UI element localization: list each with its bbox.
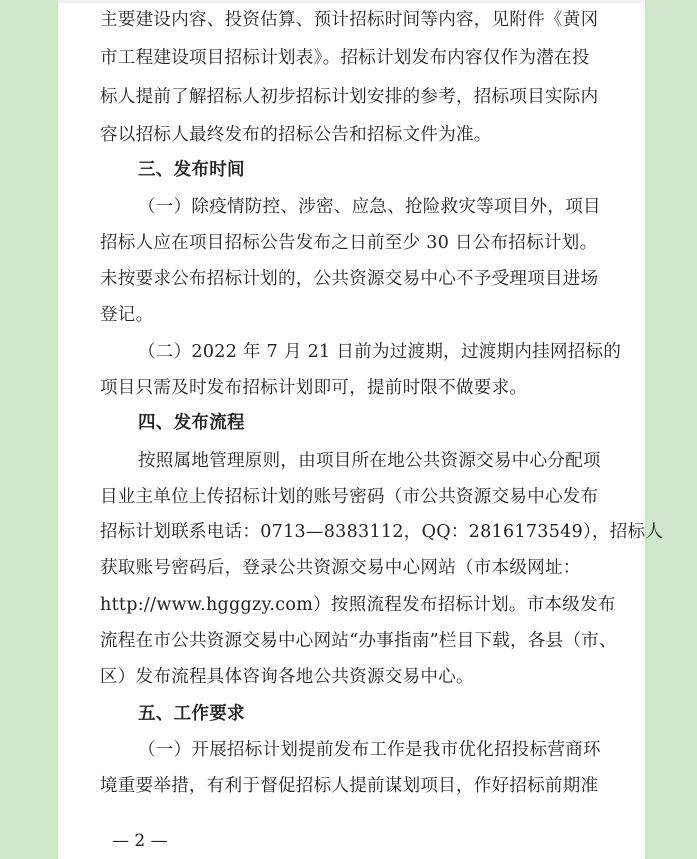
body-text-line: （二）2022 年 7 月 21 日前为过渡期，过渡期内挂网招标的 <box>138 342 622 362</box>
body-text-line: 容以招标人最终发布的招标公告和招标文件为准。 <box>100 125 492 145</box>
body-text-line: 境重要举措，有利于督促招标人提前谋划项目，作好招标前期准 <box>100 776 599 796</box>
body-text-line: 获取账号密码后，登录公共资源交易中心网站（市本级网址： <box>100 558 581 578</box>
body-text-line: 招标人应在项目招标公告发布之日前至少 30 日公布招标计划。 <box>100 233 598 253</box>
page-number: — 2 — <box>112 831 168 851</box>
section-heading-4: 四、发布流程 <box>138 413 245 433</box>
body-text-line: 主要建设内容、投资估算、预计招标时间等内容，见附件《黄冈 <box>100 10 599 30</box>
body-text-line: 未按要求公布招标计划的，公共资源交易中心不予受理项目进场 <box>100 269 599 289</box>
body-text-line: 按照属地管理原则，由项目所在地公共资源交易中心分配项 <box>138 451 601 471</box>
body-text-line: 登记。 <box>100 305 154 325</box>
body-text-line: 标人提前了解招标人初步招标计划安排的参考，招标项目实际内 <box>100 87 599 107</box>
body-text-line: 市工程建设项目招标计划表》。招标计划发布内容仅作为潜在投 <box>100 48 590 68</box>
page-top-edge <box>58 0 645 3</box>
body-text-line: 区）发布流程具体咨询各地公共资源交易中心。 <box>100 667 474 687</box>
body-text-line: 招标计划联系电话：0713—8383112，QQ：2816173549），招标人 <box>100 522 664 542</box>
body-text-line: 项目只需及时发布招标计划即可，提前时限不做要求。 <box>100 378 528 398</box>
section-heading-3: 三、发布时间 <box>138 160 245 180</box>
body-text-line: （一）除疫情防控、涉密、应急、抢险救灾等项目外，项目 <box>138 197 601 217</box>
body-text-line: 流程在市公共资源交易中心网站“办事指南”栏目下载，各县（市、 <box>100 631 617 651</box>
section-heading-5: 五、工作要求 <box>138 704 245 724</box>
body-text-line: （一）开展招标计划提前发布工作是我市优化招投标营商环 <box>138 740 601 760</box>
body-text-line: 目业主单位上传招标计划的账号密码（市公共资源交易中心发布 <box>100 487 599 507</box>
body-text-line: http://www.hgggzy.com）按照流程发布招标计划。市本级发布 <box>100 595 616 615</box>
